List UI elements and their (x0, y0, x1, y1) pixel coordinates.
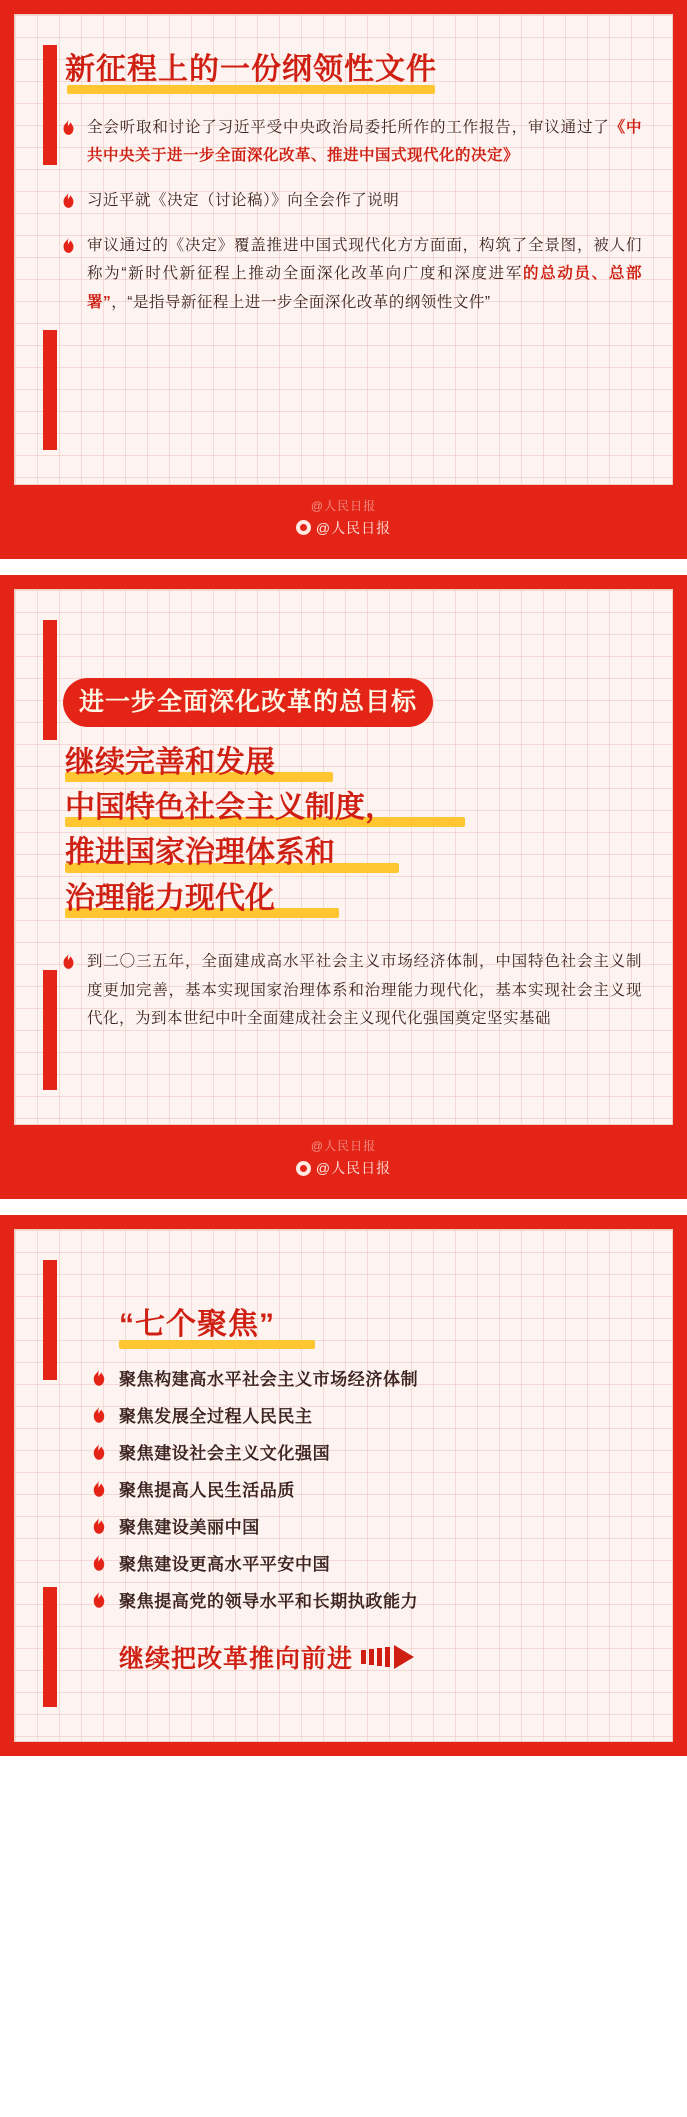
point-emphasis: 的总动员、总部署” (87, 265, 642, 311)
card-2-pill-title: 进一步全面深化改革的总目标 (63, 678, 433, 727)
left-bracket-bottom (43, 330, 57, 450)
flame-icon (61, 238, 76, 255)
closing-label: 继续把改革推向前进 (119, 1645, 354, 1674)
left-bracket-top (43, 45, 57, 165)
flame-icon (91, 1518, 107, 1536)
card-1-points (61, 114, 642, 318)
point-text: 到二〇三五年，全面建成高水平社会主义市场经济体制，中国特色社会主义制度更加完善，基本实现国家治理体系和治理能力现代化，基本实现社会主义现代化，为到本世纪中叶全面建成社会主义现代化强国奠定坚实基础 (87, 953, 642, 1028)
brand-label: @人民日报 (315, 519, 392, 536)
brand-label: @人民日报 (315, 1160, 392, 1177)
brand (14, 1158, 673, 1178)
focus-label: 聚焦建设美丽中国 (119, 1517, 260, 1537)
big-line: 继续完善和发展 (65, 745, 275, 779)
flame-icon (91, 1555, 107, 1573)
point-text: 审议通过的《决定》覆盖推进中国式现代化方方面面，构筑了全景图，被人们称为“新时代新征程上推动全面深化改革向广度和深度进军 (87, 236, 642, 283)
list-item (91, 1554, 642, 1576)
big-line-row (61, 835, 642, 876)
card-1 (0, 0, 687, 559)
point-emphasis: 《中共中央关于进一步全面深化改革、推进中国式现代化的决定》 (87, 118, 642, 165)
list-item (61, 232, 642, 318)
flame-icon (61, 193, 76, 210)
card-3-closing (119, 1639, 642, 1675)
watermark: @人民日报 (310, 498, 377, 513)
card-2 (0, 575, 687, 1200)
list-item (91, 1480, 642, 1502)
left-bracket-bottom (43, 970, 57, 1090)
list-item (91, 1591, 642, 1613)
list-item (91, 1369, 642, 1391)
flame-icon (91, 1370, 107, 1388)
point-text-post: ，“是指导新征程上进一步全面深化改革的纲领性文件” (111, 293, 491, 311)
card-1-paper (14, 14, 673, 485)
big-line-row (61, 745, 642, 786)
big-line: 治理能力现代化 (65, 881, 275, 915)
flame-icon (61, 120, 76, 137)
weibo-icon (296, 1161, 311, 1176)
card-2-points (61, 948, 642, 1034)
list-item (91, 1406, 642, 1428)
focus-label: 聚焦构建高水平社会主义市场经济体制 (119, 1369, 419, 1389)
focus-label: 聚焦发展全过程人民民主 (119, 1406, 313, 1426)
list-item (61, 114, 642, 171)
point-text: 习近平就《决定（讨论稿）》向全会作了说明 (87, 191, 400, 209)
focus-label: 聚焦建设更高水平平安中国 (119, 1555, 331, 1575)
focus-label: 聚焦提高人民生活品质 (119, 1480, 295, 1500)
flame-icon (91, 1592, 107, 1610)
flame-icon (91, 1444, 107, 1462)
list-item (61, 948, 642, 1034)
brand (14, 518, 673, 538)
left-bracket-top (43, 620, 57, 740)
point-text: 全会听取和讨论了习近平受中央政治局委托所作的工作报告，审议通过了 (87, 118, 610, 136)
list-item (91, 1517, 642, 1539)
card-1-footer (14, 485, 673, 559)
card-2-footer (14, 1125, 673, 1199)
flame-icon (91, 1481, 107, 1499)
card-divider (0, 1199, 687, 1215)
left-bracket-bottom (43, 1587, 57, 1707)
card-1-title: 新征程上的一份纲领性文件 (65, 53, 437, 86)
card-3-title: “七个聚焦” (119, 1308, 275, 1342)
weibo-icon (296, 520, 311, 535)
card-divider (0, 559, 687, 575)
big-line-row (61, 790, 642, 831)
left-bracket-top (43, 1260, 57, 1380)
card-3-paper (14, 1229, 673, 1742)
card-2-paper (14, 589, 673, 1126)
list-item (91, 1443, 642, 1465)
focus-label: 聚焦提高党的领导水平和长期执政能力 (119, 1592, 419, 1612)
big-line: 中国特色社会主义制度， (65, 790, 395, 824)
flame-icon (91, 1407, 107, 1425)
card-3 (0, 1215, 687, 1756)
arrow-right-icon (361, 1644, 415, 1670)
watermark: @人民日报 (310, 1139, 377, 1154)
card-3-focus-list (91, 1369, 642, 1614)
list-item (61, 187, 642, 216)
big-line: 推进国家治理体系和 (65, 836, 335, 870)
focus-label: 聚焦建设社会主义文化强国 (119, 1443, 331, 1463)
big-line-row (61, 881, 642, 922)
flame-icon (61, 954, 76, 971)
